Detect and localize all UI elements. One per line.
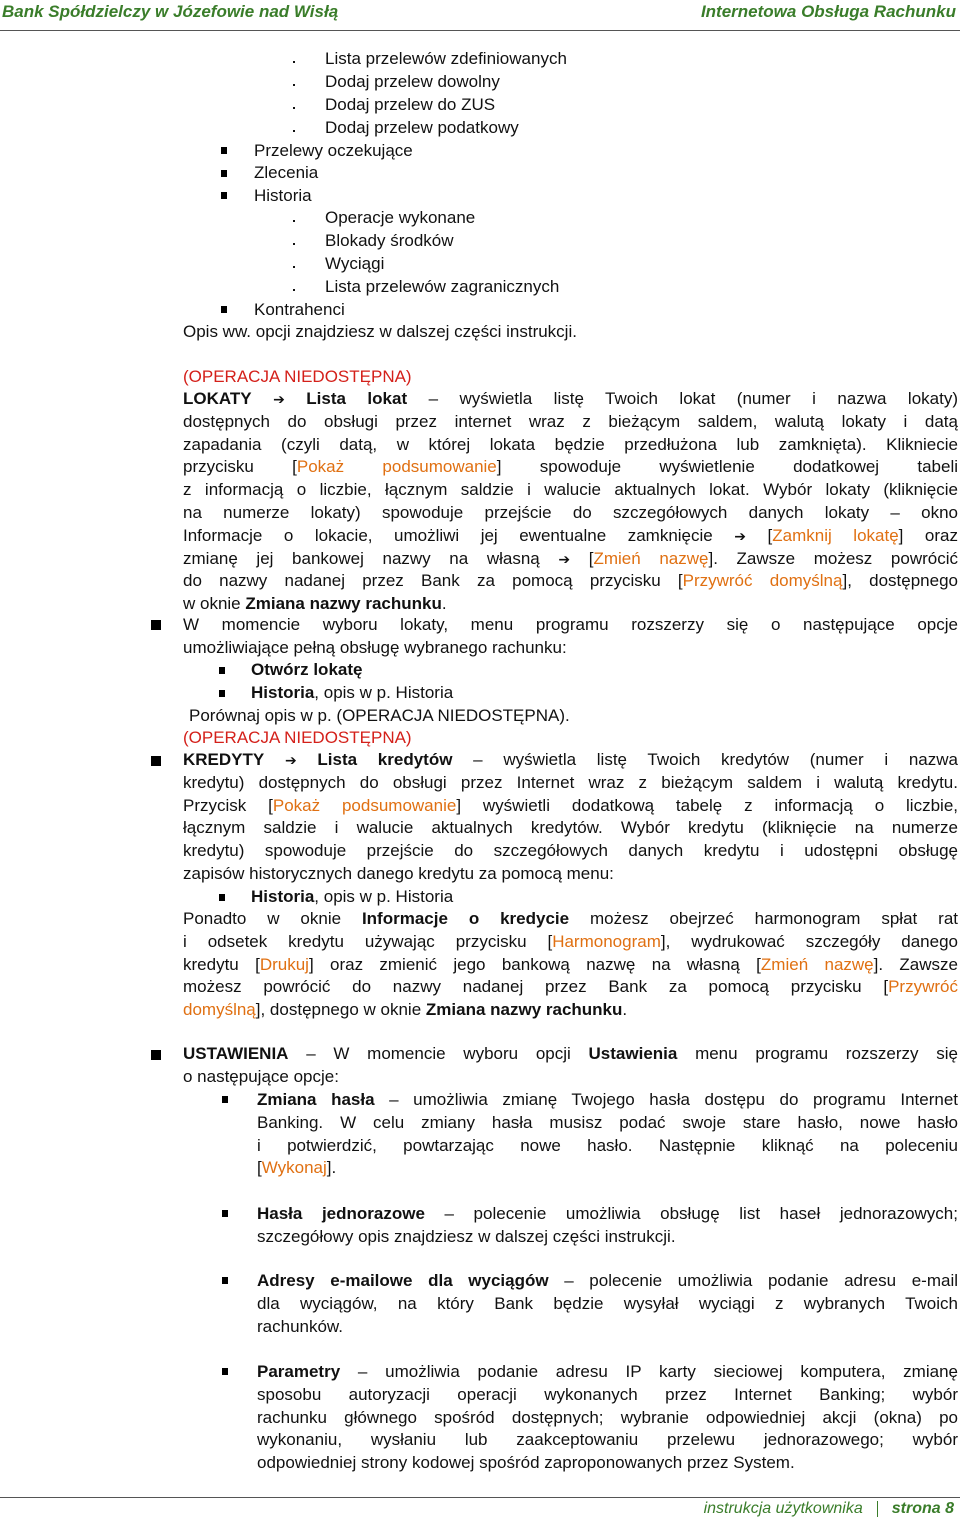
dot-bullet-icon <box>293 220 295 222</box>
square-bullet-icon <box>221 147 227 154</box>
footer-text <box>704 1500 954 1518</box>
square-bullet-icon <box>219 690 225 697</box>
unavailable-note: (OPERACJA NIEDOSTĘPNA) <box>183 367 412 386</box>
square-bullet-icon <box>219 667 225 674</box>
square-bullet-icon <box>222 1368 228 1375</box>
kredyty-paragraph: KREDYTY ➔ Lista kredytów – wyświetla listę Twoich kredytów (numer i nazwa kredytu) dostępnych do obsługi przez Internet wraz z bieżącym saldem i walutą kredytu. Przycisk [Pokaż podsumowanie] wyświetli dodatkową tabelę z informacją o liczbie, łącznym saldzie i walucie aktualnych kredytów. Wybór kredytu (kliknięcie na numerze kredytu) spowoduje przejście do szczegółowych danych kredytu i udostępni obsługę zapisów historycznych danego kredytu za pomocą menu: <box>183 750 958 883</box>
parametry-paragraph: Parametry – umożliwia podanie adresu IP karty sieciowej komputera, zmianę sposobu autoryzacji operacji wykonanych przez Internet Banking; wybór rachunku głównego spośród dostępnych; wybranie odpowiedniej akcji (okna) po wykonaniu, wysłaniu lub zaakceptowaniu przelewu jednorazowego; wybór odpowiedniej strony kodowej spośród zaproponowanych przez System. <box>257 1362 958 1473</box>
footer-page-label: strona <box>891 1500 941 1517</box>
square-bullet-icon <box>151 1050 161 1060</box>
zmiana-hasla-paragraph: Zmiana hasła – umożliwia zmianę Twojego hasła dostępu do programu Internet Banking. W celu zmiany hasła musisz podać swoje stare hasło, nowe hasło i potwierdzić, powtarzając nowe hasło. Następnie kliknąć na poleceniu [Wykonaj]. <box>257 1090 959 1178</box>
dot-bullet-icon <box>293 61 295 63</box>
dot-bullet-icon <box>293 266 295 268</box>
square-bullet-icon <box>222 1096 228 1103</box>
opis-note: Opis ww. opcji znajdziesz w dalszej części instrukcji. <box>183 322 577 341</box>
footer-separator <box>877 1501 878 1517</box>
square-bullet-icon <box>219 894 225 901</box>
arrow-right-icon: ➔ <box>734 528 747 545</box>
page-footer <box>0 1497 960 1520</box>
arrow-right-icon: ➔ <box>558 551 571 568</box>
ustawienia-paragraph: USTAWIENIA – W momencie wyboru opcji Ustawienia menu programu rozszerzy się o następujące opcje: <box>183 1044 958 1086</box>
moment-paragraph: W momencie wyboru lokaty, menu programu rozszerzy się o następujące opcje umożliwiające pełną obsługę wybranego rachunku: <box>183 615 958 657</box>
dot-bullet-icon <box>293 243 295 245</box>
list-item: Kontrahenci <box>254 300 345 319</box>
close-deposit-button-label: Zamknij lokatę <box>772 525 899 545</box>
list-item: Zlecenia <box>254 163 319 182</box>
list-item: Historia <box>254 186 312 205</box>
square-bullet-icon <box>221 170 227 177</box>
show-summary-button-label: Pokaż podsumowanie <box>272 795 457 815</box>
list-item: Lista przelewów zagranicznych <box>325 277 560 296</box>
restore-default-button-label-cont: domyślną <box>183 1000 256 1020</box>
compare-note: Porównaj opis w p. (OPERACJA NIEDOSTĘPNA). <box>189 706 570 725</box>
list-item: Dodaj przelew do ZUS <box>325 95 496 114</box>
list-item: Historia, opis w p. Historia <box>251 887 454 906</box>
bank-name: Bank Spółdzielczy w Józefowie nad Wisłą <box>2 2 339 21</box>
arrow-right-icon: ➔ <box>284 753 297 769</box>
footer-doc-label: instrukcja użytkownika <box>703 1500 863 1517</box>
list-item: Blokady środków <box>325 231 454 250</box>
list-item: Wyciągi <box>325 254 385 273</box>
page-header <box>0 0 960 31</box>
list-item: Operacje wykonane <box>325 208 476 227</box>
schedule-button-label: Harmonogram <box>552 931 661 951</box>
rename-button-label: Zmień nazwę <box>593 548 709 568</box>
rename-button-label: Zmień nazwę <box>760 954 874 974</box>
square-bullet-icon <box>222 1210 228 1217</box>
lokaty-paragraph: LOKATY ➔ Lista lokat – wyświetla listę Twoich lokat (numer i nazwa lokaty) dostępnych do obsługi przez internet wraz z bieżącym saldem, walutą lokaty i datą zapadania (czyli datą, w której lokata będzie przedłużona lub zamknięta). Klikniecie przycisku [Pokaż podsumowanie] spowoduje wyświetlenie dodatkowej tabeli z informacją o liczbie, łącznym saldzie i walucie aktualnych lokat. Wybór lokaty (kliknięcie na numerze lokaty) spowoduje przejście do szczegółowych danych lokaty – okno Informacje o lokacie, umożliwi jej ewentualne zamknięcie ➔ [Zamknij lokatę] oraz zmianę jej bankowej nazwy na własną ➔ [Zmień nazwę]. Zawsze możesz powrócić do nazwy nadanej przez Bank za pomocą przycisku [Przywróć domyślną], dostępnego w oknie Zmiana nazwy rachunku. <box>183 389 959 614</box>
square-bullet-icon <box>151 620 161 630</box>
document-title: Internetowa Obsługa Rachunku <box>700 2 956 21</box>
kredyty-paragraph-2: Ponadto w oknie Informacje o kredycie możesz obejrzeć harmonogram spłat rat i odsetek kredytu używając przycisku [Harmonogram], wydrukować szczegóły danego kredytu [Drukuj] oraz zmienić jego bankową nazwę na własną [Zmień nazwę]. Zawsze możesz powrócić do nazwy nadanej przez Bank za pomocą przycisku [Przywróć domyślną], dostępnego w oknie Zmiana nazwy rachunku. <box>183 909 958 1020</box>
restore-default-button-label: Przywróć domyślną <box>682 571 843 591</box>
list-item: Przelewy oczekujące <box>254 141 413 160</box>
dot-bullet-icon <box>293 84 295 86</box>
adresy-email-paragraph: Adresy e-mailowe dla wyciągów – polecenie umożliwia podanie adresu e-mail dla wyciągów, na który Bank będzie wysyłał wyciągi z wybranych Twoich rachunków. <box>257 1271 958 1336</box>
list-item: Lista przelewów zdefiniowanych <box>325 49 567 68</box>
list-item: Historia, opis w p. Historia <box>251 683 454 702</box>
dot-bullet-icon <box>293 289 295 291</box>
page-number: 8 <box>945 1500 954 1517</box>
square-bullet-icon <box>222 1277 228 1284</box>
list-item: Dodaj przelew dowolny <box>325 72 500 91</box>
execute-button-label: Wykonaj <box>261 1158 327 1178</box>
unavailable-note: (OPERACJA NIEDOSTĘPNA) <box>183 728 412 747</box>
show-summary-button-label: Pokaż podsumowanie <box>296 457 497 477</box>
dot-bullet-icon <box>293 107 295 109</box>
dot-bullet-icon <box>293 130 295 132</box>
print-button-label: Drukuj <box>259 954 309 974</box>
square-bullet-icon <box>151 756 161 766</box>
restore-default-button-label: Przywróć <box>888 977 958 997</box>
square-bullet-icon <box>221 192 227 199</box>
list-item: Dodaj przelew podatkowy <box>325 118 519 137</box>
square-bullet-icon <box>221 306 227 313</box>
hasla-jednorazowe-paragraph: Hasła jednorazowe – polecenie umożliwia obsługę list haseł jednorazowych; szczegółowy opis znajdziesz w dalszej części instrukcji. <box>257 1204 958 1246</box>
arrow-right-icon: ➔ <box>273 392 285 408</box>
list-item: Otwórz lokatę <box>251 660 363 679</box>
